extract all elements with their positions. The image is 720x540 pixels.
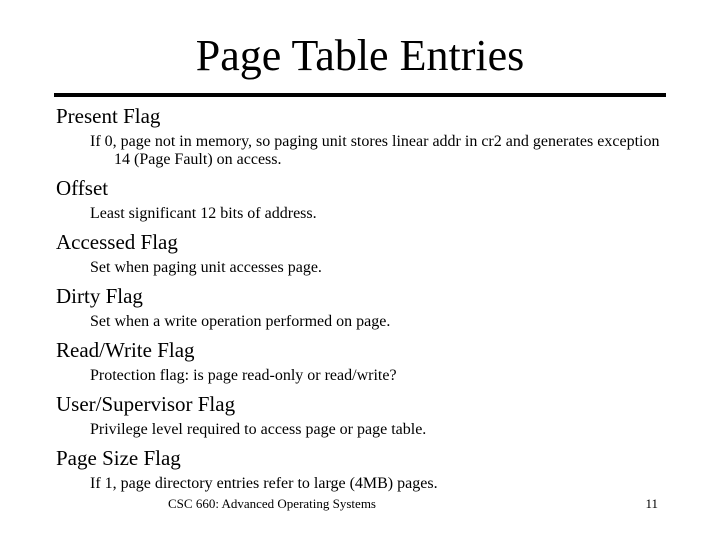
list-item-user-supervisor-flag bbox=[56, 390, 666, 439]
item-description: Set when paging unit accesses page. bbox=[90, 259, 322, 276]
item-description: Least significant 12 bits of address. bbox=[90, 205, 317, 222]
list-item-accessed-flag bbox=[56, 228, 666, 277]
item-heading: Page Size Flag bbox=[56, 446, 181, 470]
item-heading: Present Flag bbox=[56, 104, 161, 128]
item-description: Set when a write operation performed on page. bbox=[90, 313, 391, 330]
item-description: Privilege level required to access page or page table. bbox=[90, 421, 427, 438]
item-heading: Offset bbox=[56, 176, 109, 200]
item-heading: User/Supervisor Flag bbox=[56, 392, 236, 416]
slide-content bbox=[56, 102, 666, 498]
item-description: If 0, page not in memory, so paging unit stores linear addr in cr2 and generates exception 14 (Page Fault) on access. bbox=[90, 133, 660, 168]
page-number: 11 bbox=[645, 496, 658, 511]
footer-course: CSC 660: Advanced Operating Systems bbox=[168, 496, 376, 511]
item-heading: Accessed Flag bbox=[56, 230, 178, 254]
item-heading: Read/Write Flag bbox=[56, 338, 195, 362]
title-divider bbox=[54, 93, 666, 97]
list-item-present-flag bbox=[56, 102, 666, 169]
item-heading: Dirty Flag bbox=[56, 284, 143, 308]
list-item-dirty-flag bbox=[56, 282, 666, 331]
item-description: If 1, page directory entries refer to large (4MB) pages. bbox=[90, 475, 438, 492]
list-item-page-size-flag bbox=[56, 444, 666, 493]
item-description: Protection flag: is page read-only or read/write? bbox=[90, 367, 397, 384]
slide-title: Page Table Entries bbox=[195, 31, 525, 80]
list-item-offset bbox=[56, 174, 666, 223]
list-item-read-write-flag bbox=[56, 336, 666, 385]
